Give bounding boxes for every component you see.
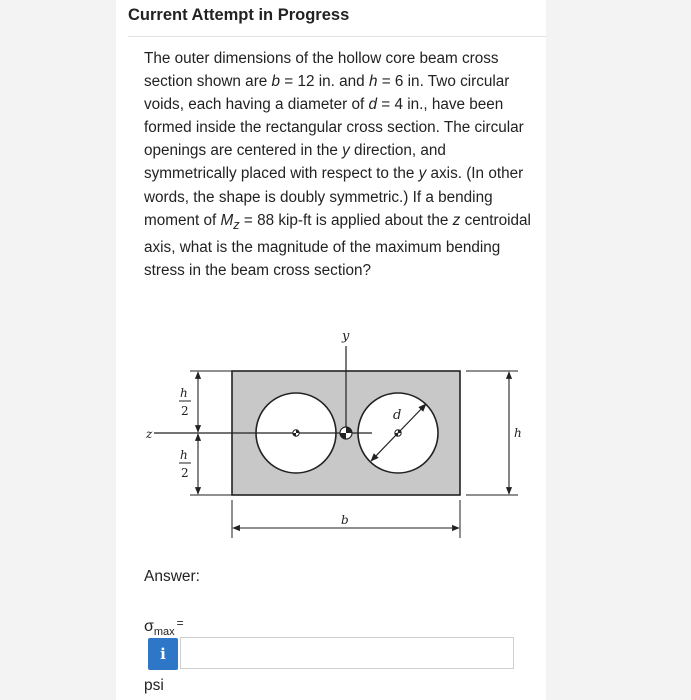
question-text-part: direction, and symmetrically placed with respect to the: [144, 142, 446, 183]
centroid-icon: [340, 427, 352, 439]
question-text-part: The outer dimensions of the hollow core beam cross section shown are: [144, 50, 499, 91]
question-text-part: = 12 in. and: [280, 73, 369, 91]
question-text-part: = 6 in. Two circular voids, each having a diameter of: [144, 73, 510, 114]
sigma-subscript: max: [153, 626, 175, 639]
h-dimension-label: h: [514, 426, 522, 440]
diameter-d-label: d: [393, 408, 402, 423]
var-z: z: [233, 216, 240, 232]
question-text-part: = 88 kip-ft is applied about the: [239, 211, 453, 229]
info-icon[interactable]: i: [148, 638, 178, 670]
half-h-lower-numerator: h: [180, 448, 188, 462]
question-card: [116, 0, 546, 700]
answer-label: Answer:: [144, 568, 200, 585]
question-text-part: = 4 in., have been formed inside the rectangular cross section. The circular openings are centered in the: [144, 96, 524, 160]
sigma-max-label: [144, 616, 184, 638]
divider: [128, 36, 546, 37]
var-h: h: [368, 73, 378, 91]
question-text-part: axis. (In other words, the shape is doubly symmetric.) If a bending moment of: [144, 165, 524, 229]
equals-sign: =: [176, 616, 184, 630]
var-b: b: [271, 73, 281, 91]
var-M: M: [220, 211, 234, 229]
unit-label: psi: [144, 677, 164, 694]
void-center-left-icon: [293, 430, 299, 436]
var-d: d: [368, 96, 378, 114]
half-h-lower-denominator: 2: [181, 466, 189, 480]
half-h-upper-numerator: h: [180, 386, 188, 400]
var-z: z: [452, 211, 461, 229]
var-y: y: [418, 165, 427, 183]
b-dimension-label: b: [341, 513, 349, 527]
answer-input[interactable]: [180, 637, 514, 669]
var-y: y: [342, 142, 350, 160]
beam-cross-section-diagram: [140, 318, 540, 538]
y-axis-label: y: [342, 329, 350, 344]
question-text-part: centroidal axis, what is the magnitude of the maximum bending stress in the beam cross section?: [144, 211, 531, 279]
z-axis-label: z: [146, 427, 153, 441]
sigma-symbol: σ: [144, 618, 154, 635]
question-text: [144, 47, 534, 282]
half-h-upper-denominator: 2: [181, 404, 189, 418]
page-title: Current Attempt in Progress: [128, 6, 350, 24]
